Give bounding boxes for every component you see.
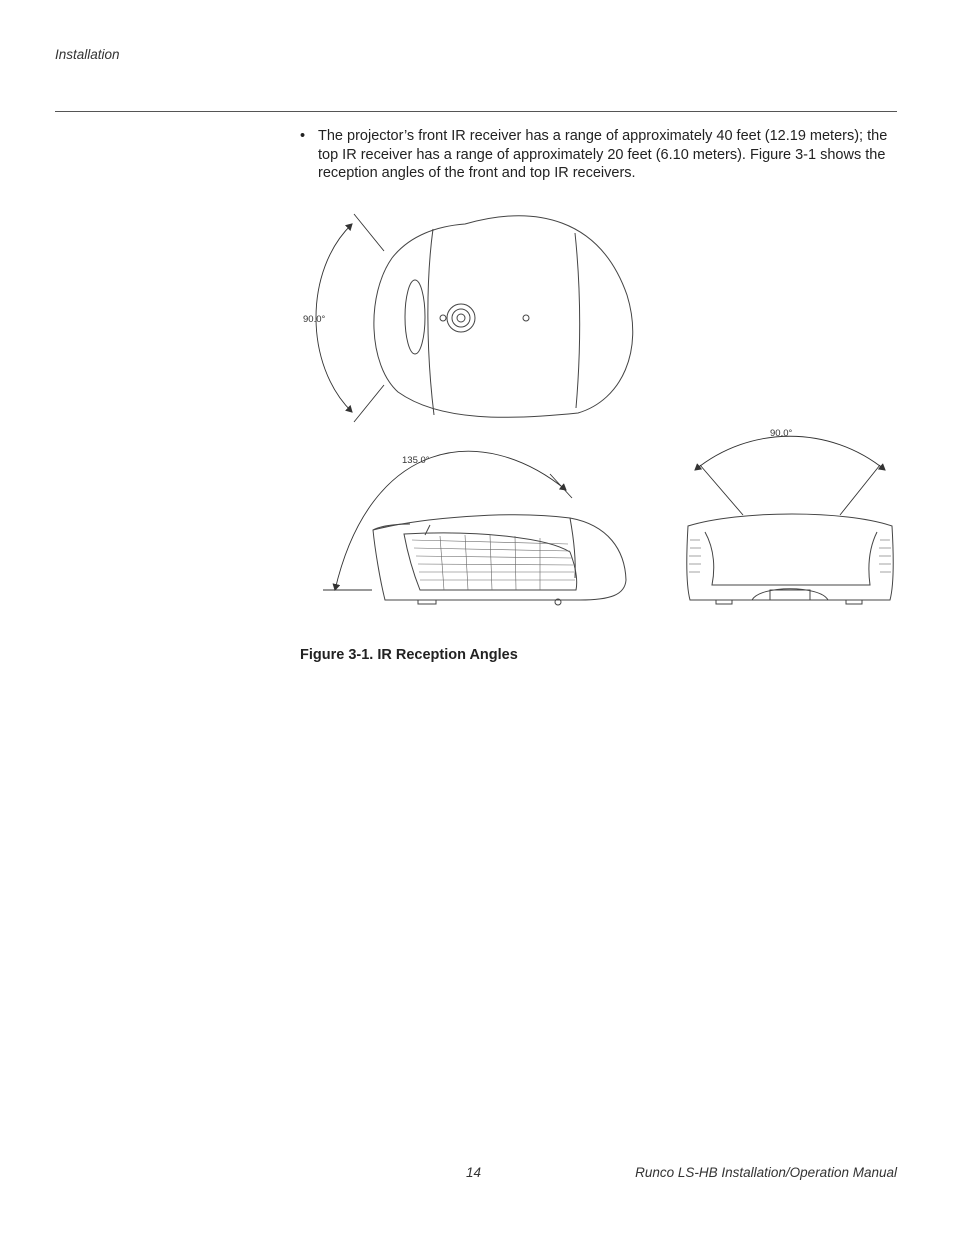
running-header: Installation (55, 47, 120, 62)
figure-caption: Figure 3-1. IR Reception Angles (300, 647, 518, 663)
top-view-angle-label: 90.0° (303, 314, 326, 325)
bullet-paragraph (300, 127, 900, 183)
manual-title: Runco LS-HB Installation/Operation Manual (635, 1165, 897, 1180)
front-view-angle-indicator (695, 436, 885, 515)
front-view-angle-label: 90.0° (770, 428, 793, 439)
top-view-projector (374, 216, 633, 418)
ir-reception-drawing (280, 200, 920, 620)
header-rule (55, 111, 897, 112)
side-view-vents (412, 535, 575, 590)
ir-reception-figure (280, 200, 920, 620)
side-view-projector (373, 515, 626, 605)
bullet-marker: • (300, 128, 306, 144)
side-view-angle-indicator (323, 451, 572, 590)
front-view-projector (687, 514, 894, 604)
bullet-text: The projector’s front IR receiver has a range of approximately 40 feet (12.19 meters); the top IR receiver has a range of approximately 20 feet (6.10 meters). Figure 3-1 shows the reception angles of the front and top IR receivers. (318, 128, 888, 181)
front-view-vents (689, 540, 891, 572)
side-view-angle-label: 135.0° (402, 455, 430, 466)
page-number: 14 (466, 1165, 482, 1180)
